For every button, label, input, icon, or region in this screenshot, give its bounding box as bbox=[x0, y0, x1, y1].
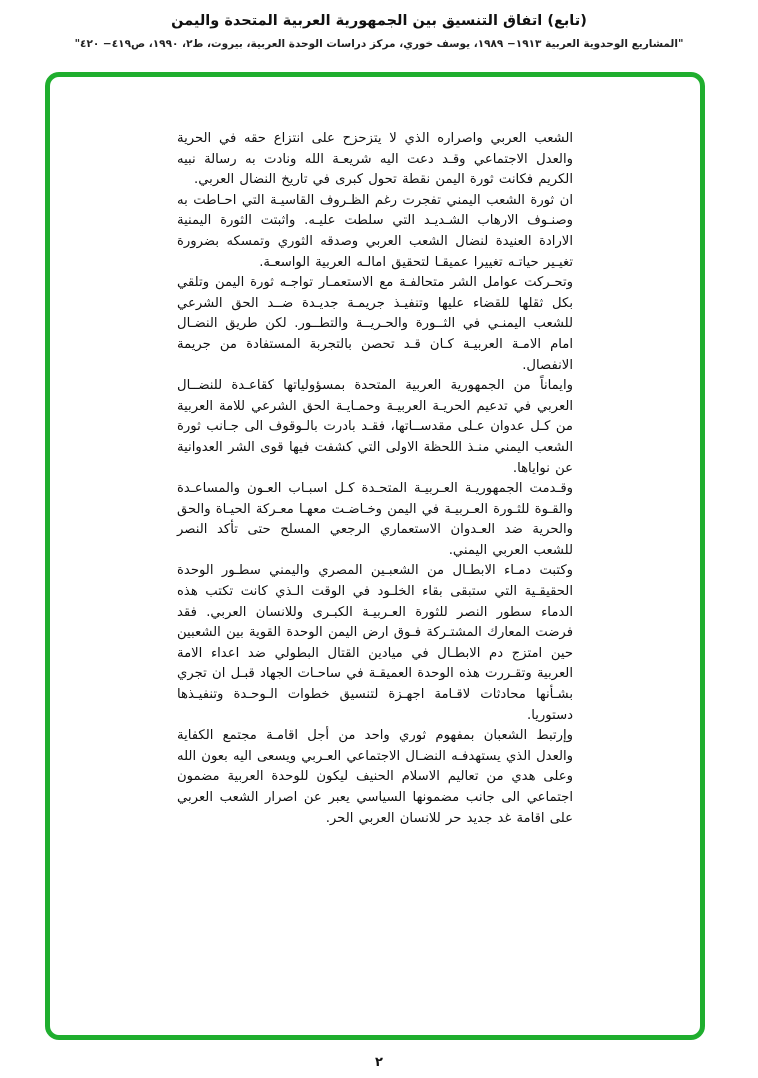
paragraph: وإرتبط الشعبان بمفهوم ثوري واحد من أجل اقامـة مجتمع الكفاية والعدل الذي يستهدفـه النضـال الاجتماعي العـربي ويسعى اليه بعون الله وعلى هدي من تعاليم الاسلام الحنيف ليكون للوحدة العربية مضمون اجتماعي الى جانب مضمونها السياسي يعبر عن اصرار الشعب العربي على اقامة غد جديد حر للانسان العربي الحر. bbox=[177, 728, 573, 826]
paragraph: وايماناً من الجمهورية العربية المتحدة بمسؤولياتها كقاعـدة للنضــال العربي في تدعيم الحريـة العربيـة وحمـايـة الحق الشرعي للامة العربية من كـل عدوان عـلى مقدســاتها، فقـد بادرت بالـوقوف الى جـانب ثورة الشعب اليمني منـذ اللحظة الاولى التي كشفت فيها قوى الشر العدوانية عن نواياها. bbox=[177, 378, 573, 476]
citation-line: "المشاريع الوحدوية العربية ١٩١٣− ١٩٨٩، يوسف خوري، مركز دراسات الوحدة العربية، بيروت، ط٢، ١٩٩٠، ص٤١٩− ٤٢٠" bbox=[74, 38, 684, 50]
page-header bbox=[0, 10, 758, 29]
paragraph: وتحـركت عوامل الشر متحالفـة مع الاستعمـار تواجـه ثورة اليمن وتلقي بكل ثقلها للقضاء عليها وتنفيـذ جريمـة جديـدة ضــد الحق الشرعي للشعب اليمنـي في الثــورة والحـريــة والتطــور. لكن طريق النضـال امام الامـة العربيـة كـان قـد تحصن بالتجربة المستفادة من جريمة الانفصال. bbox=[177, 275, 573, 373]
paragraph: وكتبت دمـاء الابطـال من الشعبـين المصري واليمني سطـور الوحدة الحقيقـية التي ستبقى بقاء الخلـود في الوقت الـذي كانت تكتب هذه الدماء سطور النصر للثورة العـربيـة الكبـرى وللانسان العربي. فقد فرضت المعارك المشتـركة فـوق ارض اليمن الوحدة القوية بين الشعبين حين امتزج دم الابطـال في ميادين القتال البطولي ضد اعداء الامة العربية وتقـررت هذه الوحدة العميقـة في ساحـات الجهاد قبـل ان تجري بشـأنها محادثات لاقـامة اجهـزة لتنسيق خطوات الـوحـدة وتنفيـذها دستوريا. bbox=[177, 563, 573, 723]
body-text-column bbox=[177, 129, 573, 829]
page-title: (تابع) اتفاق التنسيق بين الجمهورية العربية المتحدة واليمن bbox=[171, 13, 587, 29]
paragraph: وقـدمت الجمهوريـة العـربيـة المتحـدة كـل اسبـاب العـون والمساعـدة والقـوة للثـورة العـربيـة في اليمن وخـاضـت معهـا معـركة الحيـاة والحق والحرية ضد العـدوان الاستعماري الرجعي المسلح حتى تأكد النصر للشعب العربي اليمني. bbox=[177, 481, 573, 558]
green-border-frame bbox=[45, 72, 705, 1040]
paragraph: ان ثورة الشعب اليمني تفجرت رغم الظـروف القاسيـة التي احـاطت به وصنـوف الارهاب الشـديـد التي سلطت عليـه. واثبتت الثورة اليمنية الارادة العنيدة لنضال الشعب العربي وصدقه الثوري وتمسكه بضرورة تغيـير حياتـه تغييرا عميقـا لتحقيق امالـه العربية الواسعـة. bbox=[177, 192, 573, 270]
paragraph: الشعب العربي واصراره الذي لا يتزحزح على انتزاع حقه في الحرية والعدل الاجتماعي وقـد دعت اليه شريعـة الله ونادت به رسالة نبيه الكريم فكانت ثورة اليمن نقطة تحول كبرى في تاريخ النضال العربي. bbox=[177, 131, 573, 188]
page-number: ٢ bbox=[375, 1055, 383, 1070]
